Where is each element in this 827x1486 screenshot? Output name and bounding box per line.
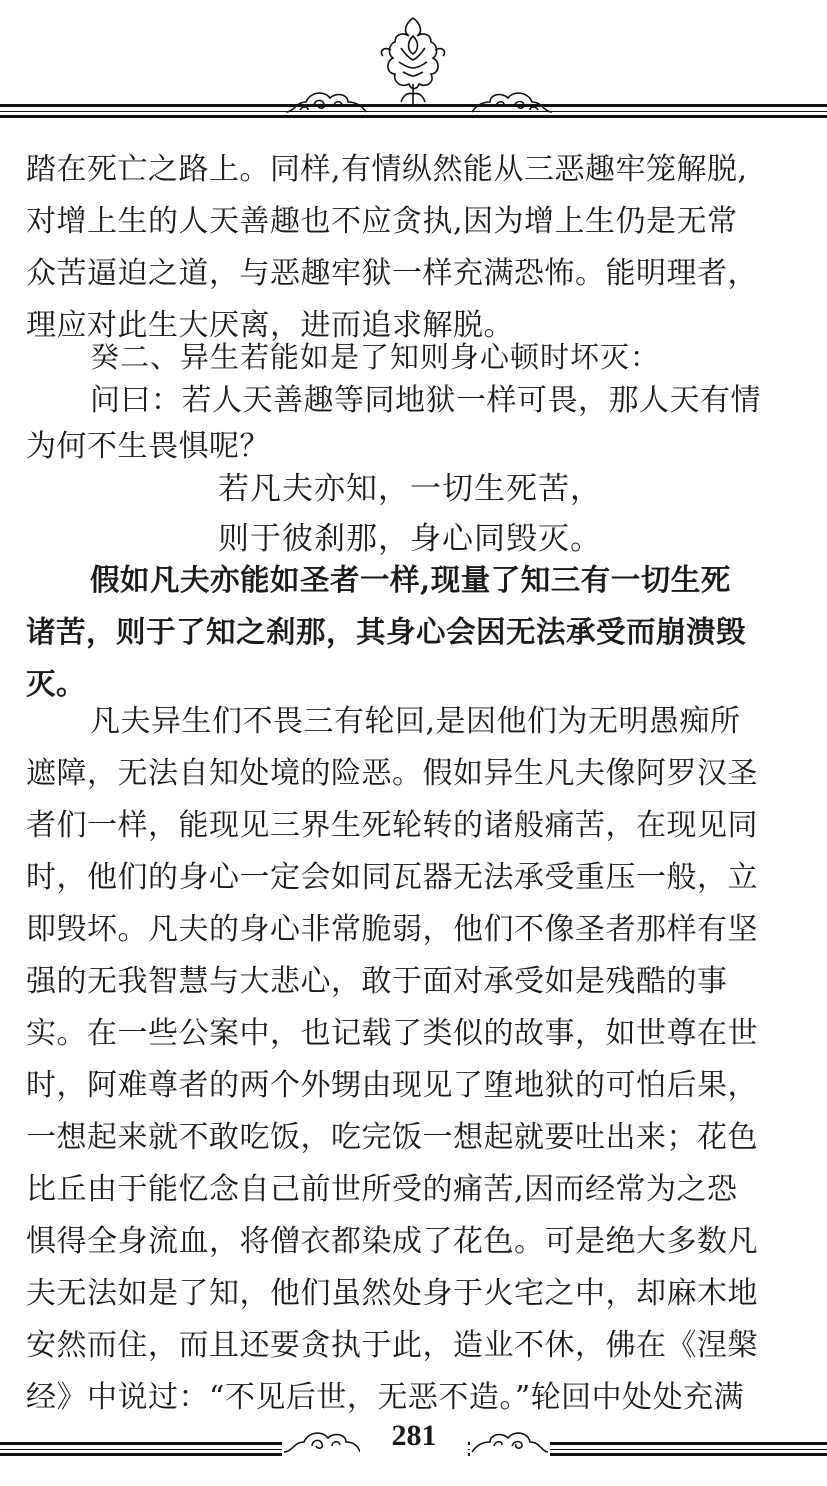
text-line: 诸苦，则于了知之刹那，其身心会因无法承受而崩溃毁 — [26, 614, 747, 649]
header-rule — [0, 104, 827, 118]
text-line: 对增上生的人天善趣也不应贪执,因为增上生仍是无常 — [26, 204, 738, 239]
text-line: 即毁坏。凡夫的身心非常脆弱，他们不像圣者那样有坚 — [26, 912, 758, 947]
text-line: 假如凡夫亦能如圣者一样,现量了知三有一切生死 — [90, 562, 731, 597]
text-line: 众苦逼迫之道，与恶趣牢狱一样充满恐怖。能明理者， — [26, 256, 758, 291]
verse-explanation — [26, 554, 816, 710]
text-line: 比丘由于能忆念自己前世所受的痛苦,因而经常为之恐 — [26, 1172, 738, 1207]
text-line: 理应对此生大厌离，进而追求解脱。 — [26, 308, 514, 343]
verse-block — [26, 464, 827, 564]
peony-ornament-icon — [373, 14, 453, 106]
verse-line: 则于彼刹那，身心同毁灭。 — [218, 521, 602, 557]
text-line: 灭。 — [26, 666, 87, 701]
section-heading-text: 癸二、异生若能如是了知则身心顿时坏灭： — [90, 340, 661, 374]
verse-line: 若凡夫亦知，一切生死苦， — [218, 471, 602, 507]
text-line: 时，阿难尊者的两个外甥由现见了堕地狱的可怕后果， — [26, 1068, 758, 1103]
text-line: 时，他们的身心一定会如同瓦器无法承受重压一般，立 — [26, 860, 758, 895]
text-line: 凡夫异生们不畏三有轮回,是因他们为无明愚痴所 — [90, 704, 741, 739]
text-line: 遮障，无法自知处境的险恶。假如异生凡夫像阿罗汉圣 — [26, 756, 758, 791]
section-heading — [26, 334, 816, 380]
text-line: 一想起来就不敢吃饭，吃完饭一想起就要吐出来；花色 — [26, 1120, 758, 1155]
text-line: 问曰：若人天善趣等同地狱一样可畏，那人天有情 — [90, 383, 761, 418]
text-line: 实。在一些公案中，也记载了类似的故事，如世尊在世 — [26, 1016, 758, 1051]
main-text — [26, 144, 816, 352]
text-line: 踏在死亡之路上。同样,有情纵然能从三恶趣牢笼解脱, — [26, 152, 748, 187]
text-line: 经》中说过：“不见后世，无恶不造。”轮回中处处充满 — [26, 1380, 745, 1415]
page-footer — [0, 1408, 827, 1468]
question-paragraph — [26, 378, 816, 470]
text-line: 为何不生畏惧呢？ — [26, 429, 270, 464]
cloud-ornament-right-icon — [470, 1424, 550, 1456]
commentary-paragraph — [26, 696, 816, 1424]
text-line: 者们一样，能现见三界生死轮转的诸般痛苦，在现见同 — [26, 808, 758, 843]
text-line: 强的无我智慧与大悲心，敢于面对承受如是残酷的事 — [26, 964, 728, 999]
cloud-ornament-left-icon — [282, 1424, 362, 1456]
text-line: 惧得全身流血，将僧衣都染成了花色。可是绝大多数凡 — [26, 1224, 758, 1259]
text-line: 夫无法如是了知，他们虽然处身于火宅之中，却麻木地 — [26, 1276, 758, 1311]
page-number: 281 — [360, 1416, 468, 1456]
text-line: 安然而住，而且还要贪执于此，造业不休，佛在《涅槃 — [26, 1328, 758, 1363]
